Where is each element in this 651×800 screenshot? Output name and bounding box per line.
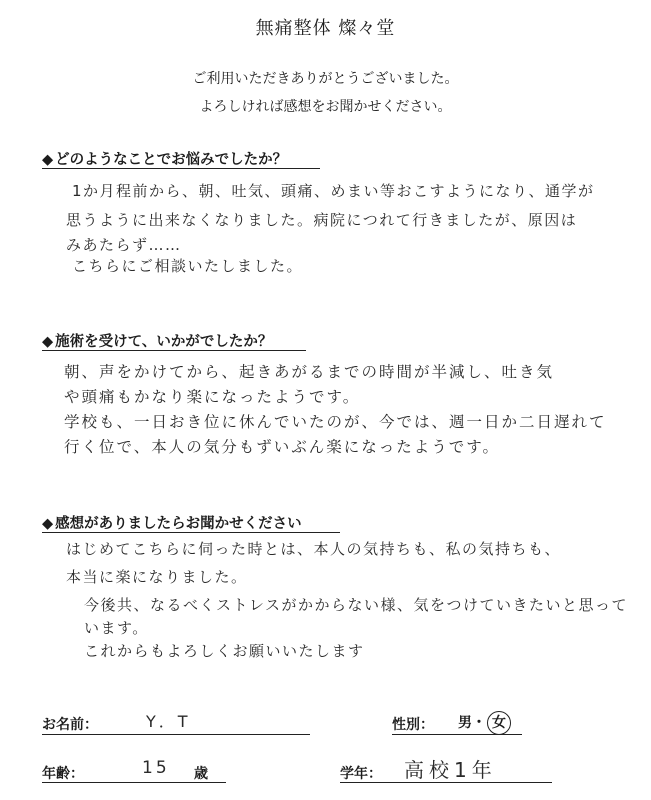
section-1-line-1: 1か月程前から、朝、吐気、頭痛、めまい等おこすようになり、通学が	[72, 182, 595, 200]
section-1-line-4: こちらにご相談いたしました。	[72, 257, 304, 275]
section-3-line-5: これからもよろしくお願いいたします	[84, 642, 365, 660]
diamond-bullet-icon: ◆	[42, 334, 54, 350]
section-1-line-2: 思うように出来なくなりました。病院につれて行きましたが、原因は	[66, 211, 578, 229]
section-2-line-1: 朝、声をかけてから、起きあがるまでの時間が半減し、吐き気	[64, 363, 555, 381]
gender-options	[458, 711, 511, 735]
section-2-line-3: 学校も、一日おき位に休んでいたのが、今では、週一日か二日遅れて	[64, 413, 607, 431]
document-title: 無痛整体 燦々堂	[255, 18, 396, 39]
gender-male-option: 男	[458, 715, 472, 731]
intro-line-2: よろしければ感想をお聞かせください。	[199, 99, 452, 115]
name-value: Y．T	[146, 712, 191, 731]
section-3-line-4: います。	[84, 619, 149, 637]
age-label: 年齢：	[42, 766, 84, 782]
section-2-line-4: 行く位で、本人の気分もずいぶん楽になったようです。	[64, 438, 500, 456]
section-2-heading	[42, 330, 272, 351]
section-1-heading	[42, 148, 287, 169]
section-2-line-2: や頭痛もかなり楽になったようです。	[64, 388, 361, 406]
gender-separator: ・	[472, 715, 486, 731]
section-3-line-2: 本当に楽になりました。	[66, 568, 248, 586]
diamond-bullet-icon: ◆	[42, 516, 54, 532]
section-3-line-3: 今後共、なるべくストレスがかからない様、気をつけていきたいと思って	[84, 596, 629, 614]
section-3-heading-text: 感想がありましたらお聞かせください	[55, 516, 302, 532]
section-2-heading-text: 施術を受けて、いかがでしたか？	[55, 334, 273, 350]
grade-field-line	[340, 782, 552, 783]
gender-female-option-circled: 女	[487, 711, 511, 735]
grade-value: 高校1年	[404, 758, 497, 782]
diamond-bullet-icon: ◆	[42, 152, 54, 168]
gender-field-line	[392, 734, 522, 735]
section-3-underline	[42, 532, 340, 533]
intro-line-1: ご利用いただきありがとうございました。	[192, 71, 459, 87]
name-label: お名前：	[42, 717, 98, 733]
gender-label: 性別：	[392, 717, 434, 733]
age-unit: 歳	[194, 766, 208, 782]
section-3-line-1: はじめてこちらに伺った時とは、本人の気持ちも、私の気持ちも、	[66, 540, 562, 558]
section-1-line-3: みあたらず……	[66, 236, 182, 254]
name-field-line	[42, 734, 310, 735]
age-field-line	[42, 782, 226, 783]
section-1-heading-text: どのようなことでお悩みでしたか？	[55, 152, 288, 168]
section-2-underline	[42, 350, 306, 351]
age-value: 15	[142, 758, 170, 778]
section-1-underline	[42, 168, 320, 169]
grade-label: 学年：	[340, 766, 382, 782]
section-3-heading	[42, 512, 302, 533]
